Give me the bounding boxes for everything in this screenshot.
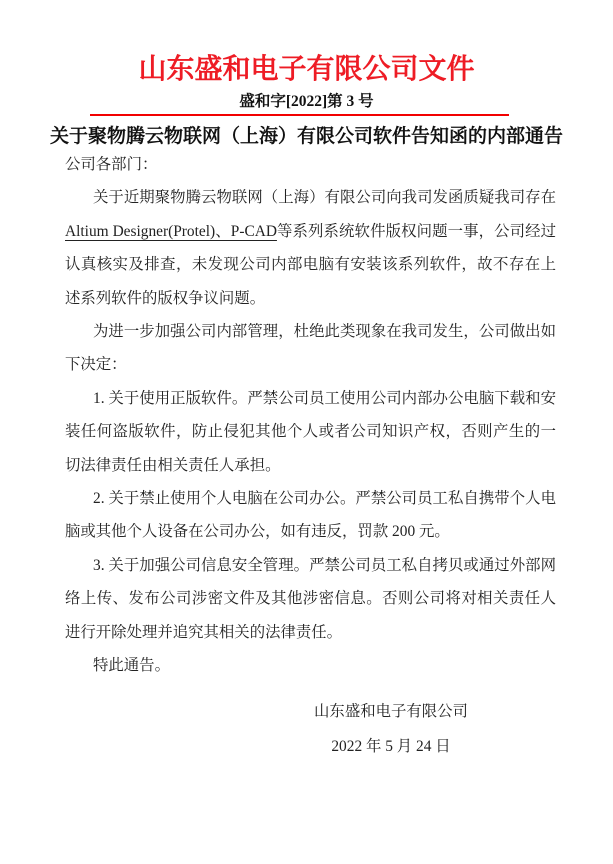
header-divider-line bbox=[90, 114, 509, 116]
signature-date: 2022 年 5 月 24 日 bbox=[331, 738, 451, 755]
decision-item-3: 3. 关于加强公司信息安全管理。严禁公司员工私自拷贝或通过外部网络上传、发布公司涉密文件及其他涉密信息。否则公司将对相关责任人进行开除处理并追究其相关的法律责任。 bbox=[65, 556, 556, 641]
document-title: 山东盛和电子有限公司文件 bbox=[138, 54, 475, 85]
signature-block bbox=[301, 702, 481, 757]
software-names-underlined: Altium Designer(Protel)、P-CAD bbox=[65, 222, 277, 240]
document-number: 盛和字[2022]第 3 号 bbox=[239, 93, 374, 110]
document-heading: 关于聚物腾云物联网（上海）有限公司软件告知函的内部通告 bbox=[49, 126, 563, 147]
closing-note: 特此通告。 bbox=[93, 657, 170, 675]
inquiry-text-after: 等系列系统软件版权问题一事，公司经过认真核实及排查，未发现公司内部电脑有安装该系列软件，故不存在上述系列软件的版权争议问题。 bbox=[65, 222, 556, 307]
document-body bbox=[65, 148, 556, 683]
signature-company: 山东盛和电子有限公司 bbox=[314, 703, 468, 720]
decision-item-2: 2. 关于禁止使用个人电脑在公司办公。严禁公司员工私自携带个人电脑或其他个人设备在公司办公，如有违反，罚款 200 元。 bbox=[65, 490, 556, 541]
paragraph-decision-intro: 为进一步加强公司内部管理，杜绝此类现象在我司发生，公司做出如下决定： bbox=[65, 323, 556, 374]
inquiry-text-before: 关于近期聚物腾云物联网（上海）有限公司向我司发函质疑我司存在 bbox=[93, 189, 556, 207]
salutation: 公司各部门： bbox=[65, 156, 158, 173]
decision-item-1: 1. 关于使用正版软件。严禁公司员工使用公司内部办公电脑下载和安装任何盗版软件，防止侵犯其他个人或者公司知识产权，否则产生的一切法律责任由相关责任人承担。 bbox=[65, 389, 556, 474]
paragraph-inquiry bbox=[65, 181, 556, 315]
